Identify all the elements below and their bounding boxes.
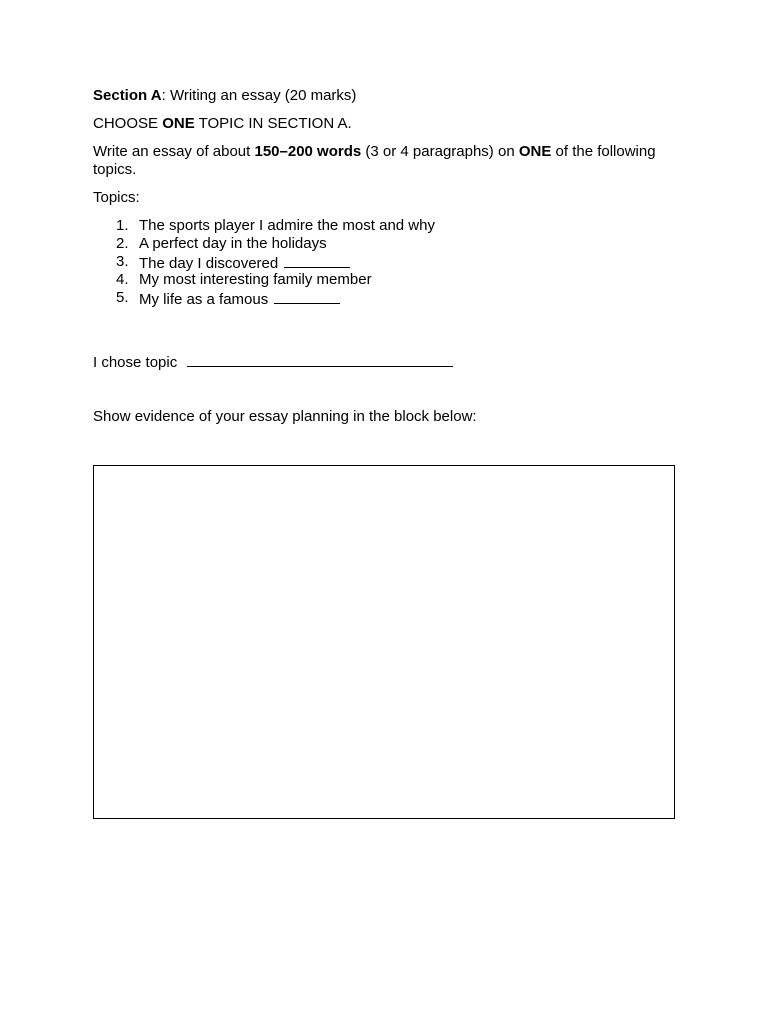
choose-pre: CHOOSE bbox=[93, 115, 163, 132]
topic-text: The sports player I admire the most and why bbox=[139, 217, 435, 234]
list-item bbox=[93, 235, 683, 253]
choose-instruction bbox=[93, 115, 683, 133]
topic-number: 1. bbox=[116, 217, 129, 234]
choose-bold: ONE bbox=[162, 115, 195, 132]
instructions-post: of the following topics. bbox=[93, 143, 656, 178]
list-item bbox=[93, 289, 683, 307]
topic-text: The day I discovered bbox=[139, 255, 279, 272]
section-heading bbox=[93, 87, 683, 105]
choose-post: TOPIC IN SECTION A. bbox=[194, 115, 352, 132]
topics-list bbox=[93, 217, 683, 307]
topic-blank[interactable] bbox=[284, 253, 350, 268]
topic-text: A perfect day in the holidays bbox=[139, 235, 327, 252]
section-description: : Writing an essay (20 marks) bbox=[161, 87, 357, 104]
list-item bbox=[93, 253, 683, 271]
chose-topic-label: I chose topic bbox=[93, 354, 178, 371]
list-item bbox=[93, 217, 683, 235]
essay-planning-box[interactable] bbox=[93, 465, 675, 819]
instructions-pre: Write an essay of about bbox=[93, 143, 255, 160]
topic-text: My most interesting family member bbox=[139, 271, 372, 288]
topic-number: 4. bbox=[116, 271, 129, 288]
section-label: Section A bbox=[93, 87, 162, 104]
chosen-topic-line bbox=[93, 352, 453, 372]
planning-instruction: Show evidence of your essay planning in the block below: bbox=[93, 408, 477, 425]
list-item bbox=[93, 271, 683, 289]
topics-label: Topics: bbox=[93, 189, 140, 206]
topic-number: 3. bbox=[116, 253, 129, 270]
topic-number: 5. bbox=[116, 289, 129, 306]
topic-text: My life as a famous bbox=[139, 291, 269, 308]
instructions-word-count: 150–200 words bbox=[254, 143, 362, 160]
worksheet-content bbox=[93, 87, 683, 307]
topic-number: 2. bbox=[116, 235, 129, 252]
chosen-topic-blank[interactable] bbox=[187, 352, 453, 367]
instructions-one: ONE bbox=[518, 143, 552, 160]
instructions-mid: (3 or 4 paragraphs) on bbox=[361, 143, 519, 160]
topic-blank[interactable] bbox=[274, 289, 340, 304]
essay-instructions bbox=[93, 143, 683, 179]
